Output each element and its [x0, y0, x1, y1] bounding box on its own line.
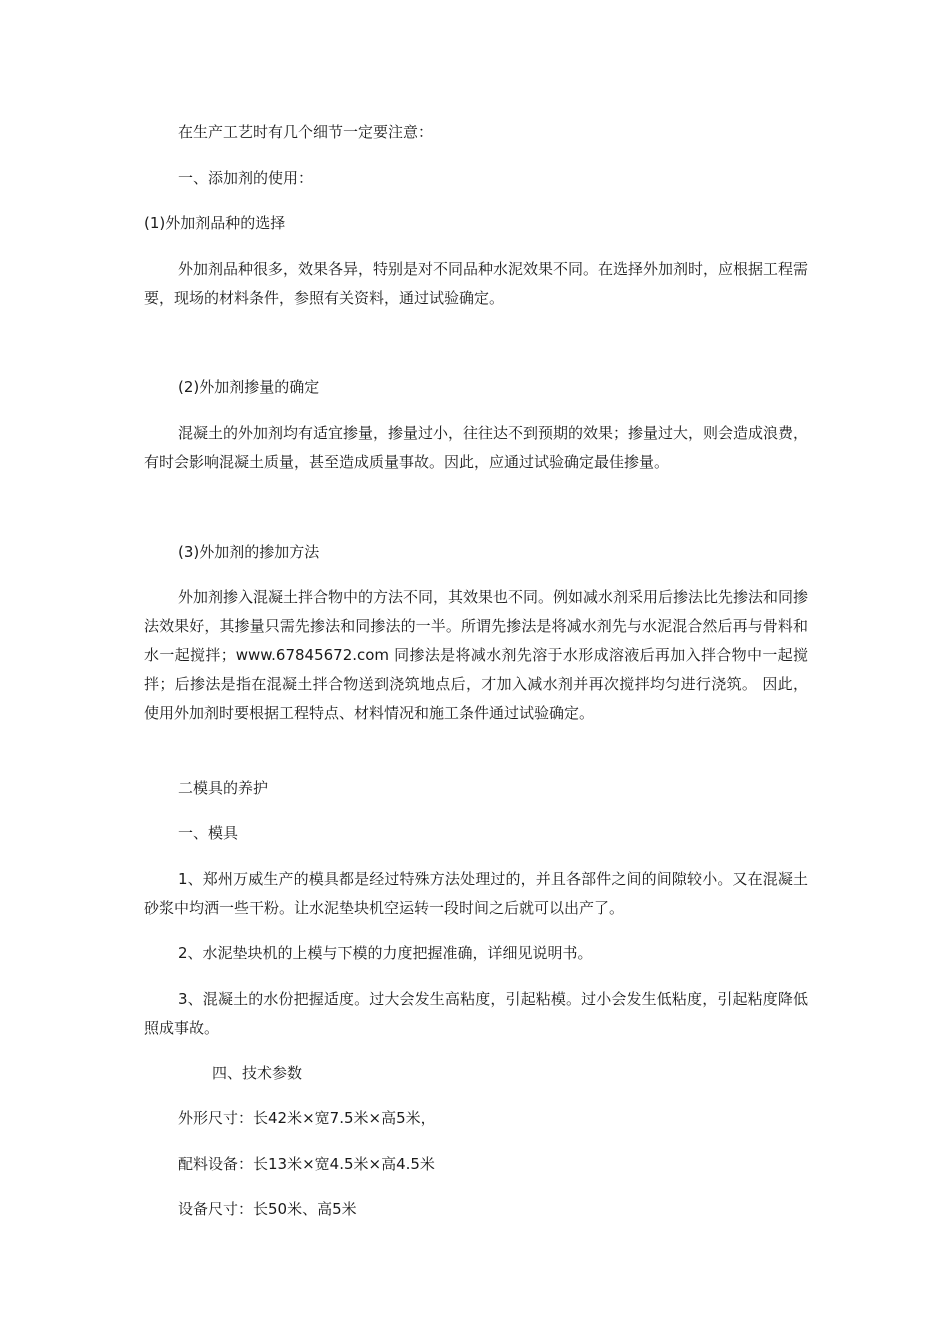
subheading-method: (3)外加剂的掺加方法 — [178, 543, 320, 561]
intro-text: 在生产工艺时有几个细节一定要注意： — [178, 123, 434, 141]
subheading-dosage: (2)外加剂掺量的确定 — [178, 378, 320, 396]
list-item-3: 3、混凝土的水份把握适度。过大会发生高粘度，引起粘模。过小会发生低粘度，引起粘度降低照成事故。 — [144, 990, 808, 1037]
paragraph-type-selection: 外加剂品种很多，效果各异，特别是对不同品种水泥效果不同。在选择外加剂时，应根据工程需要，现场的材料条件，参照有关资料，通过试验确定。 — [144, 260, 809, 307]
subheading-type-selection: (1)外加剂品种的选择 — [144, 214, 286, 232]
subheading-mold: 一、模具 — [178, 824, 239, 842]
spec-equipment-size: 设备尺寸：长50米、高5米 — [178, 1200, 357, 1218]
paragraph-dosage: 混凝土的外加剂均有适宜掺量，掺量过小，往往达不到预期的效果；掺量过大，则会造成浪费，有时会影响混凝土质量，甚至造成质量事故。因此，应通过试验确定最佳掺量。 — [144, 424, 809, 471]
section-heading-mold-care: 二模具的养护 — [178, 779, 269, 797]
section-heading-tech-specs: 四、技术参数 — [212, 1064, 303, 1082]
spec-outer-dimensions: 外形尺寸：长42米×宽7.5米×高5米， — [178, 1109, 436, 1127]
spec-batching-equipment: 配料设备：长13米×宽4.5米×高4.5米 — [178, 1155, 435, 1173]
list-item-2: 2、水泥垫块机的上模与下模的力度把握准确，详细见说明书。 — [178, 944, 593, 962]
paragraph-method: 外加剂掺入混凝土拌合物中的方法不同，其效果也不同。例如减水剂采用后掺法比先掺法和同掺法效果好，其掺量只需先掺法和同掺法的一半。所谓先掺法是将减水剂先与水泥混合然后再与骨料和水一起搅拌；www.67845672.com 同掺法是将减水剂先溶于水形成溶液后再加入拌合物中一起搅拌；后掺法是指在混凝土拌合物送到浇筑地点后，才加入减水剂并再次搅拌均匀进行浇筑。 因此，使用外加剂时要根据工程特点、材料情况和施工条件通过试验确定。 — [144, 588, 809, 722]
list-item-1: 1、郑州万威生产的模具都是经过特殊方法处理过的，并且各部件之间的间隙较小。又在混凝土砂浆中均洒一些干粉。让水泥垫块机空运转一段时间之后就可以出产了。 — [144, 870, 808, 917]
section-heading-additives: 一、添加剂的使用： — [178, 169, 314, 187]
